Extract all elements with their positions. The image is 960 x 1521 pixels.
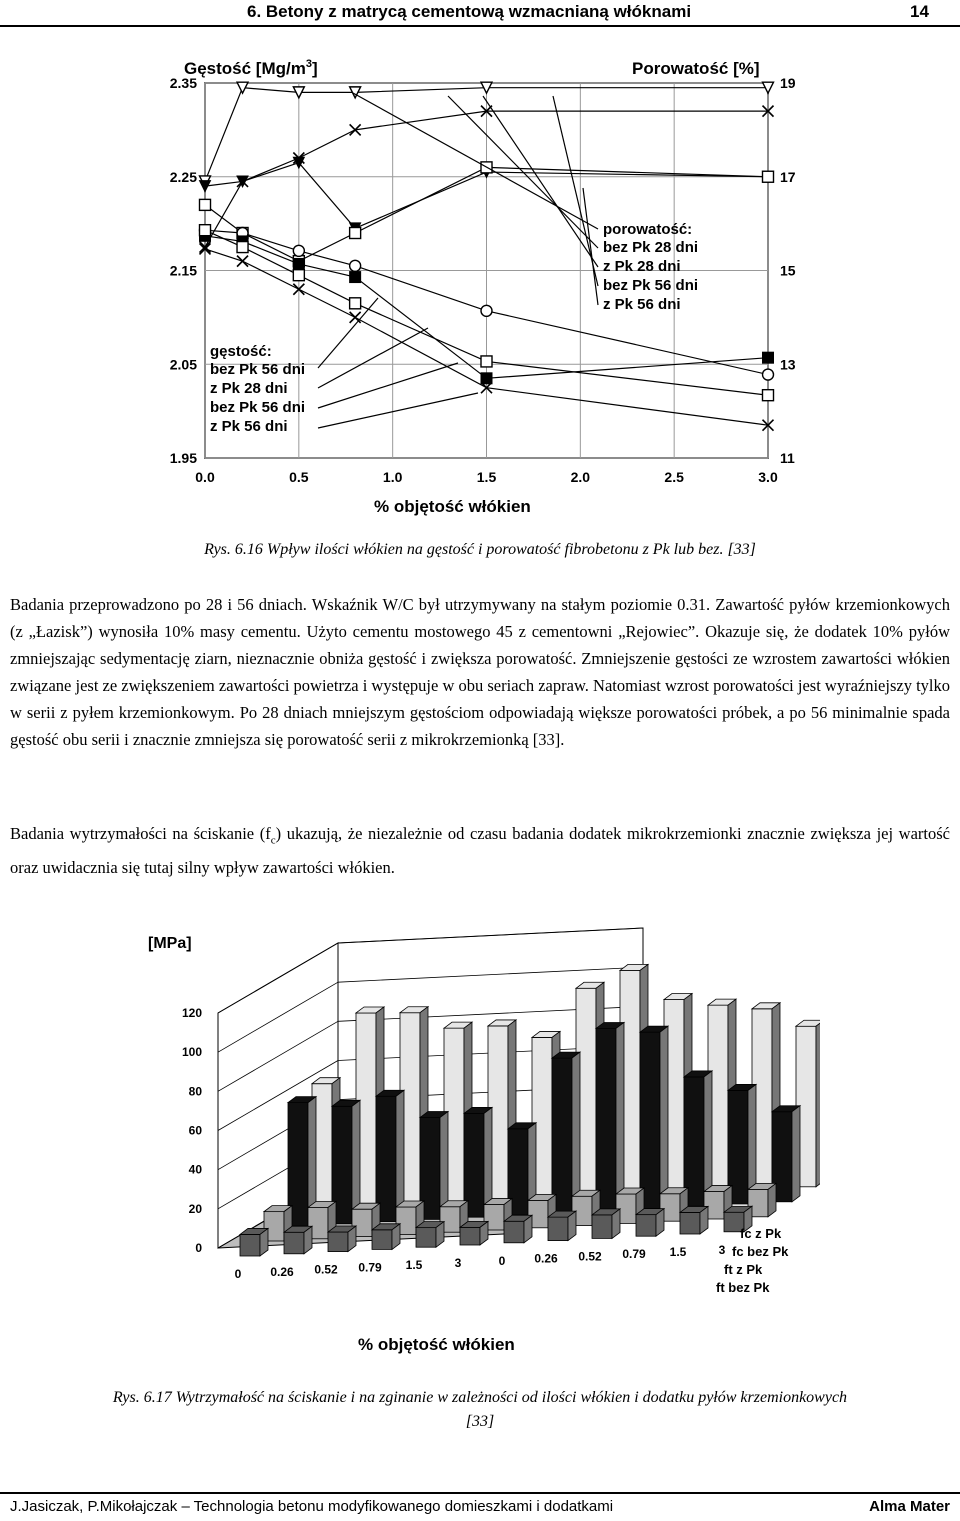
y2-axis-label: Porowatość [%]	[632, 59, 760, 78]
filled-square-marker	[481, 373, 492, 384]
fc-subscript: c	[270, 834, 276, 847]
y-axis-label: Gęstość $[Mg/m^3]$	[184, 58, 318, 78]
bar-front	[460, 1227, 480, 1245]
y-tick-label: 120	[181, 1006, 202, 1020]
y-tick-label: 2.15	[169, 262, 197, 279]
x-tick-label: 3.0	[758, 469, 778, 485]
x-tick-label: 1.0	[382, 469, 403, 485]
bar-front	[596, 1028, 616, 1210]
porosity-legend-title: porowatość:	[603, 221, 693, 238]
square-marker	[763, 171, 774, 182]
category-label: 0.52	[578, 1249, 602, 1264]
bar-front	[640, 1032, 660, 1208]
density-legend-item: z Pk 56 dni	[210, 418, 288, 435]
square-marker	[293, 270, 304, 281]
category-label: 0.26	[270, 1264, 294, 1279]
y2-tick-label: 19	[780, 75, 796, 91]
x-axis-label-2: % objętość włókien	[358, 1335, 515, 1354]
figure-2-caption-line-2: [33]	[465, 1413, 495, 1430]
square-marker	[481, 356, 492, 367]
density-legend-item: bez Pk 56 dni	[210, 399, 306, 416]
chapter-title: 6. Betony z matrycą cementową wzmacnianą włóknami	[247, 2, 692, 21]
y-tick-label: 20	[188, 1201, 202, 1216]
density-legend-title: gęstość:	[210, 343, 272, 360]
legend-item: ft bez Pk	[716, 1280, 770, 1295]
y-tick-label: 100	[181, 1045, 202, 1060]
porosity-legend-item: bez Pk 28 dni	[603, 239, 699, 256]
circle-marker	[763, 369, 774, 380]
category-label: 0.79	[358, 1260, 382, 1275]
porosity-legend-item: bez Pk 56 dni	[603, 277, 699, 294]
bar-front	[372, 1230, 392, 1250]
paragraph-1: Badania przeprowadzono po 28 i 56 dniach. Wskaźnik W/C był utrzymywany na stałym poziomie 0.31. Zawartość pyłów krzemionkowych (z „Łazisk”) wynosiła 10% masy cementu. Użyto cementu mostowego 45 z cementowni „Rejowiec”. Okazuje się, że dodatek 10% pyłów zmniejszając sedymentację ziarn, nieznacznie obniża gęstość i zwiększa porowatość. Zmniejszenie gęstości ze wzrostem zawartości włókien związane jest ze zwiększeniem zawartości powietrza i występuje w obu seriach zapraw. Natomiast wzrost porowatości jest wyraźniejszy tylko w serii z pyłem krzemionkowym. Po 28 dniach mniejszym gęstościom odpowiadają większe porowatości próbek, a po 56 minimalnie spada gęstość obu serii i znacznie zmniejsza się porowatość serii z mikrokrzemionką [33].	[10, 595, 950, 749]
category-label: 0.79	[622, 1247, 646, 1262]
y-tick-label: 0	[195, 1241, 202, 1255]
page-header	[0, 0, 960, 24]
bar-front	[636, 1215, 656, 1237]
legend-item: fc bez Pk	[732, 1244, 789, 1259]
category-label: 3	[718, 1242, 726, 1257]
paragraph-2-start: Badania wytrzymałości na ściskanie (f	[10, 824, 271, 843]
square-marker	[350, 228, 361, 239]
circle-marker	[481, 305, 492, 316]
bar-side	[816, 1020, 820, 1187]
square-marker	[350, 298, 361, 309]
density-legend-item: bez Pk 56 dni	[210, 361, 306, 378]
bar-side	[704, 1071, 712, 1206]
y2-tick-label: 11	[780, 450, 795, 466]
bar-front	[548, 1217, 568, 1241]
bar-front	[680, 1212, 700, 1234]
bar-side	[792, 1106, 800, 1202]
porosity-legend-item: z Pk 56 dni	[603, 296, 681, 313]
bar-side	[660, 1026, 668, 1208]
y-tick-label: 2.25	[169, 168, 197, 185]
x-tick-label: 2.5	[664, 469, 684, 485]
circle-marker	[350, 260, 361, 271]
category-label: 1.5	[669, 1245, 687, 1259]
filled-square-marker	[293, 258, 304, 269]
header-rule	[0, 25, 960, 27]
y-tick-label: 1.95	[169, 450, 197, 466]
bar-side	[616, 1022, 624, 1210]
bar-side	[768, 1183, 776, 1216]
density-legend-item: z Pk 28 dni	[210, 380, 288, 397]
figure-1-caption: Rys. 6.16 Wpływ ilości włókien na gęstość i porowatość fibrobetonu z Pk lub bez. [33]	[204, 541, 756, 558]
bar-front	[240, 1234, 260, 1256]
circle-marker	[293, 245, 304, 256]
y-tick-label: 2.35	[169, 75, 197, 91]
density-porosity-chart	[148, 48, 810, 520]
figure-2-caption-line-1: Rys. 6.17 Wytrzymałość na ściskanie i na zginanie w zależności od ilości włókien i dodatku pyłów krzemionkowych	[112, 1389, 848, 1406]
category-label: 0	[498, 1253, 506, 1268]
bar-front	[592, 1215, 612, 1239]
bar-side	[572, 1052, 580, 1213]
y-tick-label: 60	[188, 1123, 202, 1138]
category-label: 0	[234, 1267, 242, 1281]
x-tick-label: 2.0	[570, 469, 591, 485]
paragraph-2	[10, 820, 950, 881]
bar-front	[328, 1232, 348, 1252]
bar-front	[416, 1228, 436, 1248]
category-label: 0.26	[534, 1251, 558, 1266]
page-footer	[0, 1492, 960, 1521]
strength-bar-chart	[140, 916, 820, 1356]
y2-tick-label: 13	[780, 356, 796, 373]
bar-front	[504, 1221, 524, 1243]
paragraph-2-end: ) ukazują, że niezależnie od czasu badania dodatek mikrokrzemionki znacznie zwiększa jej wartość oraz uwidacznia się tutaj silny wpływ zawartości włókien.	[10, 824, 950, 878]
footer-publisher: Alma Mater	[869, 1498, 950, 1515]
category-label: 3	[454, 1256, 462, 1270]
bar-front	[552, 1058, 572, 1213]
square-marker	[200, 199, 211, 210]
porosity-legend-item: z Pk 28 dni	[603, 258, 681, 275]
x-axis-label: % objętość włókien	[374, 497, 531, 516]
y-tick-label: 80	[188, 1084, 202, 1099]
page-number: 14	[910, 2, 929, 21]
square-marker	[763, 390, 774, 401]
bar-front	[284, 1232, 304, 1254]
x-tick-label: 0.0	[195, 469, 215, 485]
y2-tick-label: 17	[780, 168, 796, 185]
x-tick-label: 0.5	[289, 469, 309, 485]
mpa-label: [MPa]	[148, 935, 192, 952]
category-label: 1.5	[405, 1258, 423, 1273]
square-marker	[237, 242, 248, 253]
footer-authors: J.Jasiczak, P.Mikołajczak – Technologia betonu modyfikowanego domieszkami i dodatkami	[10, 1498, 614, 1515]
legend-item: fc z Pk	[740, 1226, 782, 1241]
filled-square-marker	[763, 352, 774, 363]
legend-item: ft z Pk	[724, 1262, 763, 1277]
y-tick-label: 2.05	[169, 356, 197, 373]
x-tick-label: 1.5	[476, 469, 497, 485]
square-marker	[200, 225, 211, 236]
category-label: 0.52	[314, 1262, 338, 1277]
y-tick-label: 40	[188, 1162, 202, 1177]
filled-square-marker	[350, 272, 361, 283]
y2-tick-label: 15	[780, 262, 796, 279]
bar-front	[684, 1077, 704, 1206]
